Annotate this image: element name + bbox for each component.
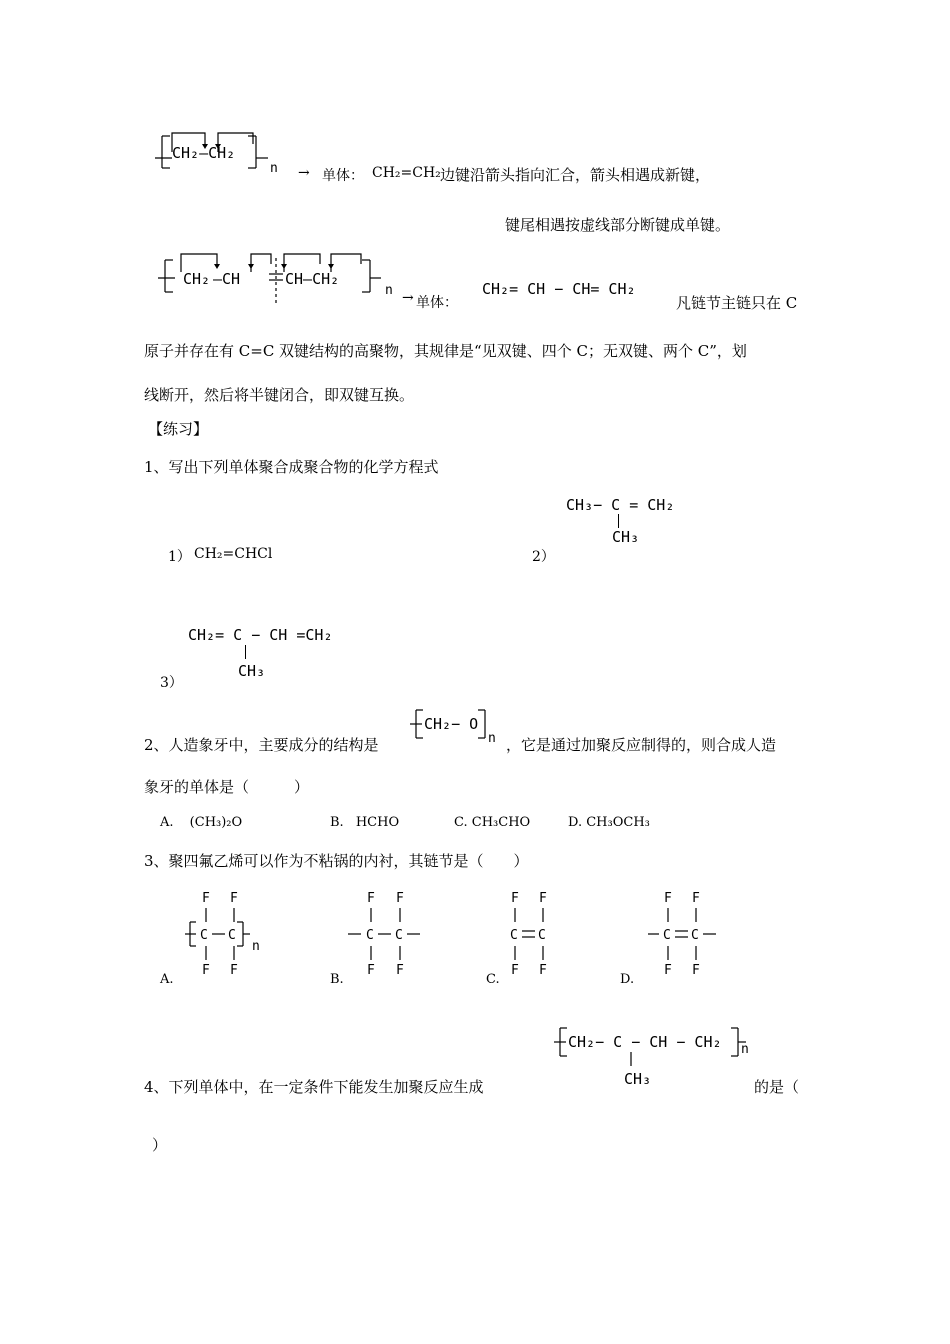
polybutadiene-structure xyxy=(155,248,405,310)
svg-text:n: n xyxy=(252,939,260,954)
bond-line xyxy=(245,645,246,659)
polymer-q4-structure xyxy=(552,1024,772,1090)
svg-text:F: F xyxy=(202,891,210,906)
q1-item3-label: 3） xyxy=(160,675,183,691)
svg-text:F: F xyxy=(664,963,672,978)
monomer-label: 单体： xyxy=(322,168,364,184)
svg-text:F: F xyxy=(539,891,547,906)
bond-line xyxy=(618,514,619,528)
oxymethylene-unit: CH₂− O xyxy=(424,715,479,733)
q3-option-c[interactable]: C. xyxy=(486,972,500,987)
subscript-n: n xyxy=(741,1042,749,1057)
svg-text:C: C xyxy=(510,928,518,943)
question-4-close: ） xyxy=(152,1136,168,1154)
svg-text:F: F xyxy=(396,891,404,906)
option-a-label: A. xyxy=(160,815,174,830)
polymer-unit: CH₂—CH₂ xyxy=(172,144,236,162)
svg-text:F: F xyxy=(692,963,700,978)
q4-methyl: CH₃ xyxy=(624,1070,652,1088)
q1-item1-label: 1） xyxy=(168,549,191,565)
option-a[interactable] xyxy=(160,815,242,830)
ptfe-option-a xyxy=(182,888,272,980)
question-2-cont: ，它是通过加聚反应制得的，则合成人造 xyxy=(506,736,777,754)
arrow: → xyxy=(402,290,414,306)
svg-text:F: F xyxy=(367,963,375,978)
question-2: 2、人造象牙中，主要成分的结构是 xyxy=(144,736,379,754)
q1-item1-formula: CH₂=CHCl xyxy=(194,546,273,562)
svg-text:F: F xyxy=(367,891,375,906)
option-c-label: C. xyxy=(454,815,468,830)
rule1-description: 边键沿箭头指向汇合，箭头相遇成新键， xyxy=(440,166,711,184)
rule2-paragraph-line1: 原子并存在有 C=C 双键结构的高聚物，其规律是“见双键、四个 C；无双键、两个 C”，划 xyxy=(144,342,747,360)
chain-ch-ch2: CH—CH₂ xyxy=(285,270,340,288)
chain-ch: —CH xyxy=(213,270,241,288)
butadiene-formula: CH₂= CH − CH= CH₂ xyxy=(482,280,636,298)
subscript-n: n xyxy=(488,731,496,746)
svg-text:C: C xyxy=(538,928,546,943)
arrow: → xyxy=(298,165,310,181)
q3-option-d[interactable]: D. xyxy=(620,972,635,987)
svg-text:C: C xyxy=(366,928,374,943)
svg-text:C: C xyxy=(395,928,403,943)
svg-text:C: C xyxy=(200,928,208,943)
option-c-value: CH₃CHO xyxy=(471,815,531,830)
q4-main-chain: CH₂− C − CH − CH₂ xyxy=(568,1033,722,1051)
question-4: 4、下列单体中，在一定条件下能发生加聚反应生成 xyxy=(144,1078,484,1096)
question-2-line2: 象牙的单体是（ ） xyxy=(144,778,310,796)
svg-text:F: F xyxy=(230,891,238,906)
svg-text:F: F xyxy=(511,963,519,978)
isobutylene-main: CH₃− C = CH₂ xyxy=(566,496,675,514)
monomer-formula: CH₂=CH₂ xyxy=(372,165,441,181)
svg-text:F: F xyxy=(202,963,210,978)
option-d[interactable] xyxy=(568,815,650,830)
svg-text:C: C xyxy=(228,928,236,943)
svg-text:F: F xyxy=(664,891,672,906)
isobutylene-structure xyxy=(566,496,686,556)
q3-option-a[interactable]: A. xyxy=(160,972,174,987)
exercise-heading: 【练习】 xyxy=(148,420,209,438)
question-4-cont: 的是（ xyxy=(754,1078,800,1096)
subscript-n: n xyxy=(270,161,278,176)
option-a-value: (CH₃)₂O xyxy=(189,815,243,830)
svg-text:C: C xyxy=(691,928,699,943)
isoprene-structure xyxy=(188,626,358,686)
svg-text:F: F xyxy=(230,963,238,978)
polyethylene-structure xyxy=(150,128,300,178)
ptfe-option-d xyxy=(646,888,726,980)
rule1-description-cont: 键尾相遇按虚线部分断键成单键。 xyxy=(505,216,731,234)
polyoxymethylene-structure xyxy=(406,704,506,754)
isobutylene-methyl: CH₃ xyxy=(612,528,640,546)
option-d-label: D. xyxy=(568,815,583,830)
monomer-label: 单体： xyxy=(416,295,458,311)
svg-text:F: F xyxy=(539,963,547,978)
svg-text:F: F xyxy=(692,891,700,906)
question-1: 1、写出下列单体聚合成聚合物的化学方程式 xyxy=(144,458,439,476)
isoprene-methyl: CH₃ xyxy=(238,662,266,680)
option-b[interactable] xyxy=(330,815,399,830)
chain-ch2: CH₂ xyxy=(183,270,211,288)
option-b-value: HCHO xyxy=(355,815,400,830)
q1-item2-label: 2） xyxy=(532,549,555,565)
option-d-value: CH₃OCH₃ xyxy=(586,815,650,830)
option-b-label: B. xyxy=(330,815,344,830)
svg-text:C: C xyxy=(663,928,671,943)
rule2-paragraph-line2: 线断开，然后将半键闭合，即双键互换。 xyxy=(144,386,415,404)
question-3: 3、聚四氟乙烯可以作为不粘锅的内衬，其链节是（ ） xyxy=(144,852,529,870)
option-c[interactable] xyxy=(454,815,530,830)
svg-text:F: F xyxy=(511,891,519,906)
q3-option-b[interactable]: B. xyxy=(330,972,344,987)
subscript-n: n xyxy=(385,283,393,298)
rule2-description: 凡链节主链只在 C xyxy=(676,294,798,312)
svg-text:F: F xyxy=(396,963,404,978)
isoprene-main: CH₂= C − CH =CH₂ xyxy=(188,626,333,644)
ptfe-option-b xyxy=(346,888,436,980)
ptfe-option-c xyxy=(506,888,576,980)
